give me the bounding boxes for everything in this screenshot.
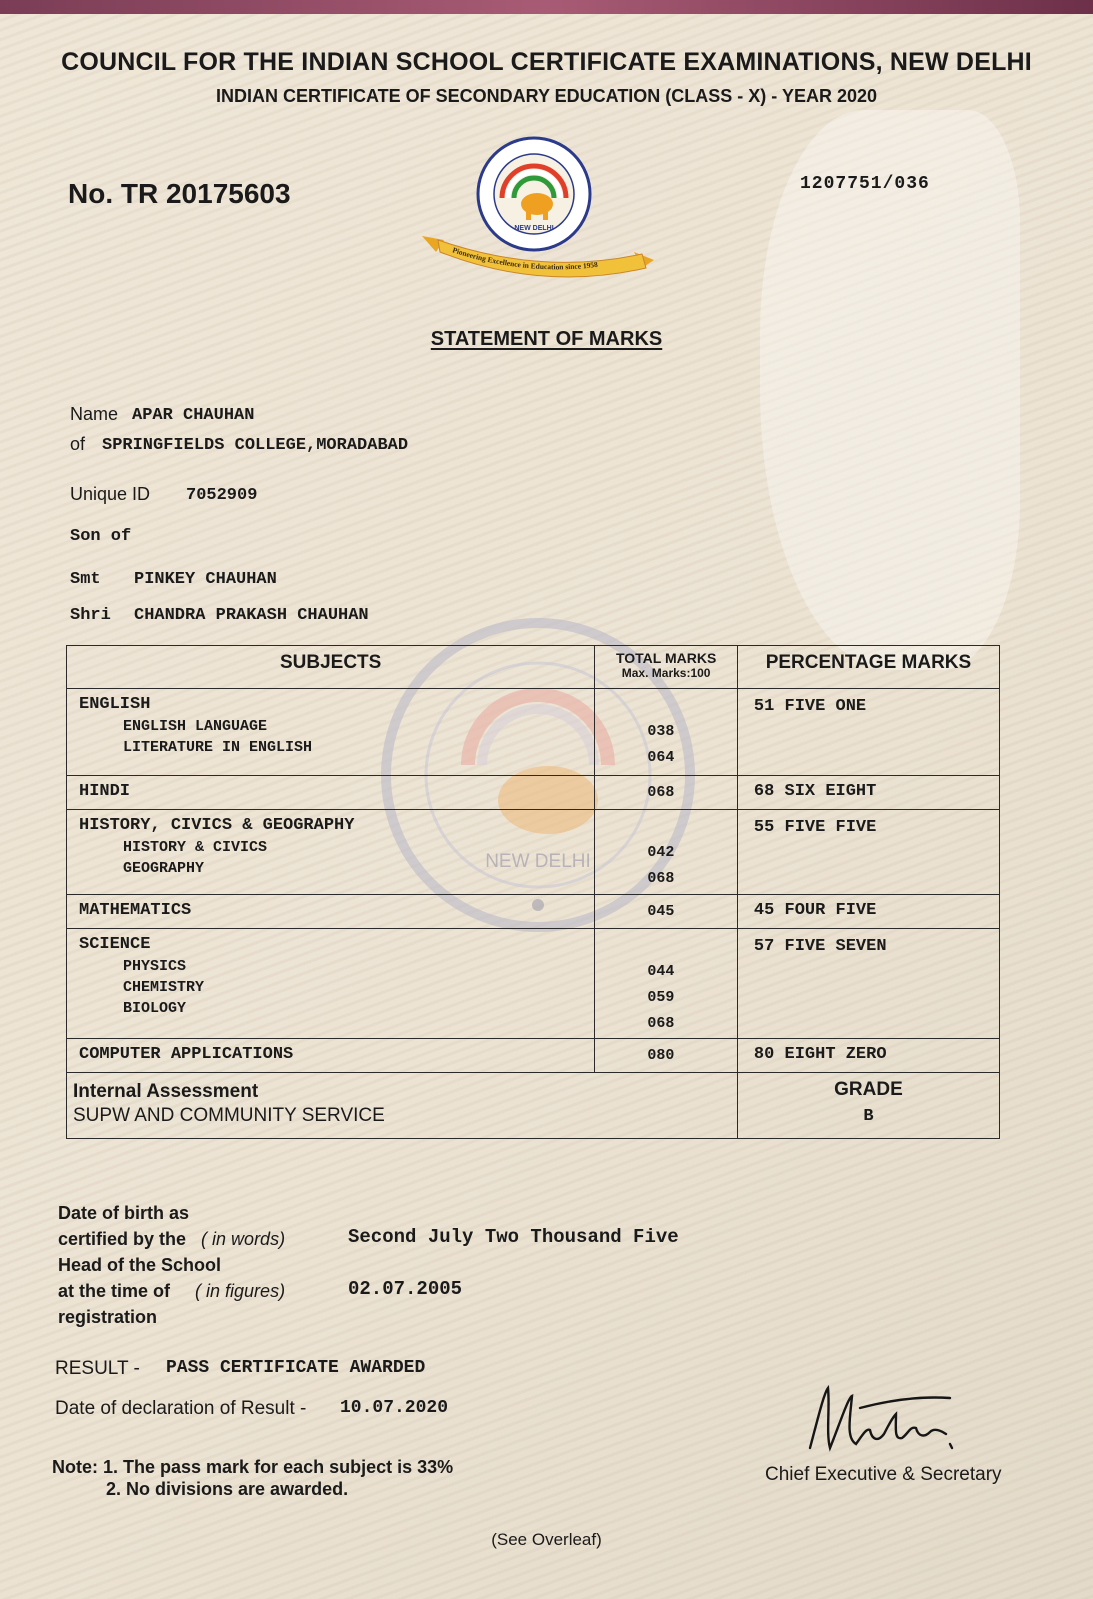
declaration-date: 10.07.2020 — [340, 1398, 449, 1418]
percentage-cell: 80 EIGHT ZERO — [737, 1039, 999, 1073]
figures-hint: ( in figures) — [195, 1281, 286, 1301]
table-row — [67, 1039, 1000, 1073]
elephant-icon — [521, 193, 553, 215]
father-label: Shri — [70, 606, 111, 625]
total-marks-header: TOTAL MARKS Max. Marks:100 — [595, 646, 738, 689]
candidate-name: APAR CHAUHAN — [132, 406, 255, 425]
council-logo — [422, 136, 660, 286]
table-row — [67, 776, 1000, 810]
school-name: SPRINGFIELDS COLLEGE,MORADABAD — [102, 436, 409, 455]
dob-label-block: Date of birth as certified by the ( in words) Head of the School at the time of ( in figures) registration — [58, 1203, 286, 1327]
percentage-cell: 45 FOUR FIVE — [737, 895, 999, 929]
subject-cell: HINDI — [67, 776, 595, 810]
unique-id: 7052909 — [186, 486, 258, 505]
statement-title: STATEMENT OF MARKS — [430, 328, 663, 350]
of-label: of — [70, 434, 86, 454]
background-strip — [0, 0, 1093, 14]
logo-ribbon-text: Pioneering Excellence in Education since 1958 — [451, 245, 599, 272]
mother-name: PINKEY CHAUHAN — [134, 570, 277, 589]
table-row — [67, 929, 1000, 1039]
name-label: Name — [70, 404, 119, 424]
exam-subheading: INDIAN CERTIFICATE OF SECONDARY EDUCATION (CLASS - X) - YEAR 2020 — [215, 86, 878, 106]
light-glare — [760, 110, 1020, 670]
council-heading: COUNCIL FOR THE INDIAN SCHOOL CERTIFICATE EXAMINATIONS, NEW DELHI — [61, 48, 1032, 76]
note-2: 2. No divisions are awarded. — [106, 1479, 349, 1499]
marks-header-row — [67, 646, 1000, 689]
svg-text:NEW DELHI: NEW DELHI — [485, 851, 591, 872]
marks-cell: 038 064 — [595, 689, 738, 776]
table-row — [67, 689, 1000, 776]
result-label: RESULT - — [55, 1358, 140, 1379]
percentage-cell: 68 SIX EIGHT — [737, 776, 999, 810]
subject-cell: ENGLISH ENGLISH LANGUAGE LITERATURE IN ENGLISH — [67, 689, 595, 776]
note-1: Note: 1. The pass mark for each subject is 33% — [52, 1457, 454, 1477]
subject-cell: COMPUTER APPLICATIONS — [67, 1039, 595, 1073]
table-row — [67, 810, 1000, 895]
percentage-cell: 55 FIVE FIVE — [737, 810, 999, 895]
percentage-header: PERCENTAGE MARKS — [737, 646, 999, 689]
words-hint: ( in words) — [201, 1229, 286, 1249]
certificate-number: No. TR 20175603 — [68, 178, 291, 209]
grade-label: GRADE — [834, 1079, 903, 1100]
dob-words: Second July Two Thousand Five — [348, 1226, 679, 1248]
internal-assessment-cell — [67, 1073, 738, 1139]
internal-assessment-label: Internal Assessment — [73, 1081, 259, 1102]
subject-cell: SCIENCE PHYSICS CHEMISTRY BIOLOGY — [67, 929, 595, 1039]
note-block — [52, 1456, 453, 1500]
signature — [800, 1378, 970, 1468]
marks-cell: 045 — [595, 895, 738, 929]
signatory-title: Chief Executive & Secretary — [765, 1464, 1002, 1485]
declaration-label: Date of declaration of Result - — [55, 1398, 307, 1419]
serial-number: 1207751/036 — [800, 174, 930, 194]
son-of-label: Son of — [70, 527, 132, 546]
mother-label: Smt — [70, 570, 101, 589]
grade-cell — [737, 1073, 999, 1139]
see-overleaf: (See Overleaf) — [491, 1530, 602, 1549]
logo-city: NEW DELHI — [514, 225, 554, 232]
marks-cell: 044 059 068 — [595, 929, 738, 1039]
father-name: CHANDRA PRAKASH CHAUHAN — [134, 606, 369, 625]
subjects-header: SUBJECTS — [67, 646, 595, 689]
percentage-cell: 51 FIVE ONE — [737, 689, 999, 776]
marks-cell: 042 068 — [595, 810, 738, 895]
result-value: PASS CERTIFICATE AWARDED — [166, 1358, 426, 1378]
uid-label: Unique ID — [70, 484, 151, 504]
grade-value: B — [863, 1107, 874, 1126]
internal-assessment-subject: SUPW AND COMMUNITY SERVICE — [73, 1105, 385, 1126]
percentage-cell: 57 FIVE SEVEN — [737, 929, 999, 1039]
table-row — [67, 895, 1000, 929]
subject-cell: MATHEMATICS — [67, 895, 595, 929]
internal-assessment-row — [67, 1073, 1000, 1139]
subject-cell: HISTORY, CIVICS & GEOGRAPHY HISTORY & CIVICS GEOGRAPHY — [67, 810, 595, 895]
marks-cell: 080 — [595, 1039, 738, 1073]
marks-table — [66, 645, 1000, 1139]
marks-cell: 068 — [595, 776, 738, 810]
dob-figures: 02.07.2005 — [348, 1278, 463, 1300]
